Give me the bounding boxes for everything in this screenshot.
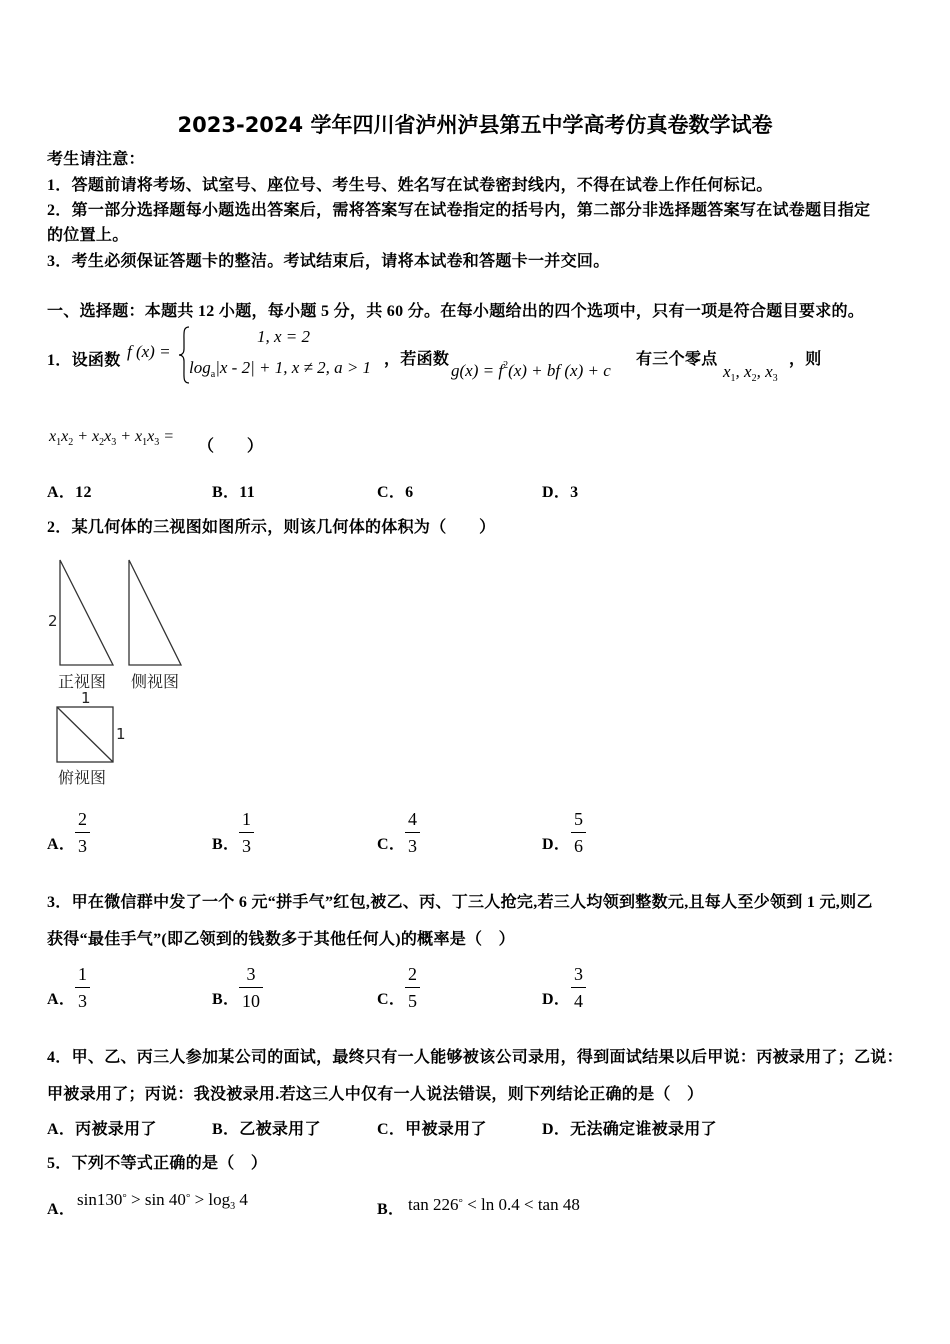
- notice-heading: 考生请注意：: [47, 151, 145, 168]
- q2-stem: 2．某几何体的三视图如图所示，则该几何体的体积为（ ）: [47, 519, 496, 536]
- q2-option-c-letter: C．: [377, 836, 406, 853]
- q4-option-b: [212, 1120, 321, 1140]
- sum-sub: 1: [56, 437, 62, 448]
- option-text: 3: [570, 484, 579, 501]
- option-letter: A．: [47, 1121, 76, 1138]
- denominator: 3: [242, 836, 251, 856]
- q2-option-c-fraction: [405, 809, 420, 856]
- q3-stem-line-2: 获得“最佳手气”(即乙领到的钱数多于其他任何人)的概率是（ ）: [47, 931, 515, 948]
- root-sub: 1: [730, 373, 736, 384]
- option-letter: B．: [212, 1121, 240, 1138]
- q1-option-b: [212, 483, 255, 503]
- degree-mark: °: [122, 1192, 127, 1204]
- option-letter: C．: [377, 1121, 406, 1138]
- sum-sub: 2: [68, 437, 74, 448]
- notice-item-2: 2．第一部分选择题每小题选出答案后，需将答案写在试卷指定的括号内，第二部分非选择题答案写在试卷题目指定: [47, 202, 871, 219]
- expr-part: sin130: [77, 1190, 123, 1209]
- root-var: x: [723, 362, 731, 381]
- option-text: 丙被录用了: [75, 1121, 157, 1138]
- q1-g-expression: [451, 360, 611, 382]
- top-view-depth-label: 1: [116, 725, 126, 743]
- q3-option-d-letter: D．: [542, 991, 571, 1008]
- q1-case-2-rest: |x - 2| + 1, x ≠ 2, a > 1: [215, 358, 372, 377]
- q4-stem-line-2: 甲被录用了；丙说：我没被录用.若这三人中仅有一人说法错误，则下列结论正确的是（ ）: [47, 1086, 704, 1103]
- q4-option-d: [542, 1120, 717, 1140]
- option-text: 12: [75, 484, 92, 501]
- q2-option-a-fraction: [75, 809, 90, 856]
- section-header: 一、选择题：本题共 12 小题，每小题 5 分，共 60 分。在每小题给出的四个选项中，只有一项是符合题目要求的。: [47, 303, 865, 320]
- brace-path: [179, 327, 189, 383]
- denominator: 6: [574, 836, 583, 856]
- denominator: 3: [78, 991, 87, 1011]
- q1-g-pre: g(x) = f: [451, 361, 504, 380]
- q1-lead: [47, 351, 121, 371]
- q1-case-2: [189, 357, 371, 379]
- q1-answer-blank: （ ）: [198, 438, 264, 455]
- q2-option-b-fraction: [239, 809, 254, 856]
- q3-option-d-fraction: [571, 964, 586, 1011]
- q1-roots: [723, 361, 778, 383]
- sum-var: x: [147, 428, 155, 445]
- option-text: 无法确定谁被录用了: [570, 1121, 717, 1138]
- q1-case-2-base: a: [210, 369, 216, 380]
- numerator: 4: [405, 809, 420, 833]
- denominator: 10: [242, 991, 260, 1011]
- q3-option-a-letter: A．: [47, 991, 76, 1008]
- q2-option-a-letter: A．: [47, 836, 76, 853]
- side-view-triangle: [129, 560, 181, 665]
- numerator: 3: [239, 964, 263, 988]
- q1-sum-expression: [49, 426, 174, 448]
- sum-var: + x: [116, 428, 143, 445]
- q5-option-a-letter: A．: [47, 1201, 76, 1218]
- root-sub: 3: [772, 373, 778, 384]
- numerator: 3: [571, 964, 586, 988]
- q1-option-a: [47, 483, 92, 503]
- option-letter: A．: [47, 484, 76, 501]
- option-text: 乙被录用了: [239, 1121, 321, 1138]
- sum-sub: 3: [111, 437, 117, 448]
- sum-var: + x: [73, 428, 100, 445]
- q5-option-b-expression: [408, 1194, 580, 1216]
- root-var: , x: [756, 362, 773, 381]
- degree-mark: °: [185, 1192, 191, 1204]
- sum-sub: 2: [99, 437, 105, 448]
- numerator: 2: [75, 809, 90, 833]
- q1-g-sup: 2: [503, 360, 509, 371]
- option-letter: D．: [542, 1121, 571, 1138]
- front-view-height-label: 2: [48, 612, 58, 630]
- front-view-triangle: [60, 560, 113, 665]
- q1-f-lhs: f (x) =: [127, 342, 171, 361]
- q1-mid-text: ，若函数: [384, 351, 450, 368]
- denominator: 4: [574, 991, 583, 1011]
- q4-stem-line-1: 4．甲、乙、丙三人参加某公司的面试，最终只有一人能够被该公司录用，得到面试结果以后甲说：丙被录用了；乙说：: [47, 1049, 903, 1066]
- top-view-caption: 俯视图: [58, 768, 107, 787]
- front-view-caption: 正视图: [58, 672, 107, 691]
- option-text: 11: [239, 484, 255, 501]
- denominator: 5: [408, 991, 417, 1011]
- sum-sub: 1: [142, 437, 148, 448]
- notice-item-1: 1．答题前请将考场、试室号、座位号、考生号、姓名写在试卷密封线内，不得在试卷上作任何标记。: [47, 177, 773, 194]
- side-view-caption: 侧视图: [131, 672, 180, 691]
- q1-option-d: [542, 483, 578, 503]
- numerator: 1: [75, 964, 90, 988]
- option-letter: C．: [377, 484, 406, 501]
- log-base: 3: [230, 1201, 236, 1212]
- expr-part: > log: [190, 1190, 231, 1209]
- root-var: , x: [735, 362, 752, 381]
- option-text: 甲被录用了: [405, 1121, 487, 1138]
- q5-stem: 5．下列不等式正确的是（ ）: [47, 1155, 268, 1172]
- top-view-diagonal: [57, 707, 113, 762]
- option-letter: D．: [542, 484, 571, 501]
- notice-item-2-continued: 的位置上。: [47, 227, 129, 244]
- q3-option-b-letter: B．: [212, 991, 240, 1008]
- sum-sub: 3: [154, 437, 160, 448]
- sum-equals: =: [159, 428, 175, 445]
- q3-option-b-fraction: [239, 964, 263, 1011]
- expr-part: < ln 0.4 < tan 48: [462, 1195, 580, 1214]
- denominator: 3: [408, 836, 417, 856]
- q2-option-d-fraction: [571, 809, 586, 856]
- option-text: 6: [405, 484, 414, 501]
- q2-three-view-figure: [40, 550, 200, 792]
- q3-option-c-letter: C．: [377, 991, 406, 1008]
- notice-item-3: 3．考生必须保证答题卡的整洁。考试结束后，请将本试卷和答题卡一并交回。: [47, 253, 610, 270]
- numerator: 2: [405, 964, 420, 988]
- expr-part: > sin 40: [126, 1190, 186, 1209]
- numerator: 1: [239, 809, 254, 833]
- q1-number: 1．: [47, 352, 72, 369]
- q5-option-b-letter: B．: [377, 1201, 405, 1218]
- q1-g-post: (x) + bf (x) + c: [508, 361, 611, 380]
- q1-zeros-text: 有三个零点: [636, 351, 718, 368]
- q5-option-a-expression: [77, 1189, 248, 1211]
- root-sub: 2: [751, 373, 757, 384]
- q1-case-1: 1, x = 2: [257, 327, 311, 346]
- option-letter: B．: [212, 484, 240, 501]
- sum-var: x: [49, 428, 57, 445]
- numerator: 5: [571, 809, 586, 833]
- q1-then: ，则: [789, 351, 822, 368]
- sum-var: x: [104, 428, 112, 445]
- top-view-width-label: 1: [81, 689, 91, 707]
- sum-var: x: [61, 428, 69, 445]
- q1-lead-text: 设函数: [71, 352, 121, 369]
- q1-case-2-log: log: [189, 358, 211, 377]
- q3-stem-line-1: 3．甲在微信群中发了一个 6 元“拼手气”红包,被乙、丙、丁三人抢完,若三人均领到整数元,且每人至少领到 1 元,则乙: [47, 894, 873, 911]
- expr-part: 4: [235, 1190, 248, 1209]
- q4-option-c: [377, 1120, 487, 1140]
- q2-option-b-letter: B．: [212, 836, 240, 853]
- denominator: 3: [78, 836, 87, 856]
- q2-option-d-letter: D．: [542, 836, 571, 853]
- q4-option-a: [47, 1120, 157, 1140]
- q3-option-c-fraction: [405, 964, 420, 1011]
- q3-option-a-fraction: [75, 964, 90, 1011]
- q1-option-c: [377, 483, 413, 503]
- expr-part: tan 226: [408, 1195, 459, 1214]
- degree-mark: °: [458, 1197, 463, 1209]
- exam-title: 2023-2024 学年四川省泸州泸县第五中学高考仿真卷数学试卷: [177, 113, 773, 137]
